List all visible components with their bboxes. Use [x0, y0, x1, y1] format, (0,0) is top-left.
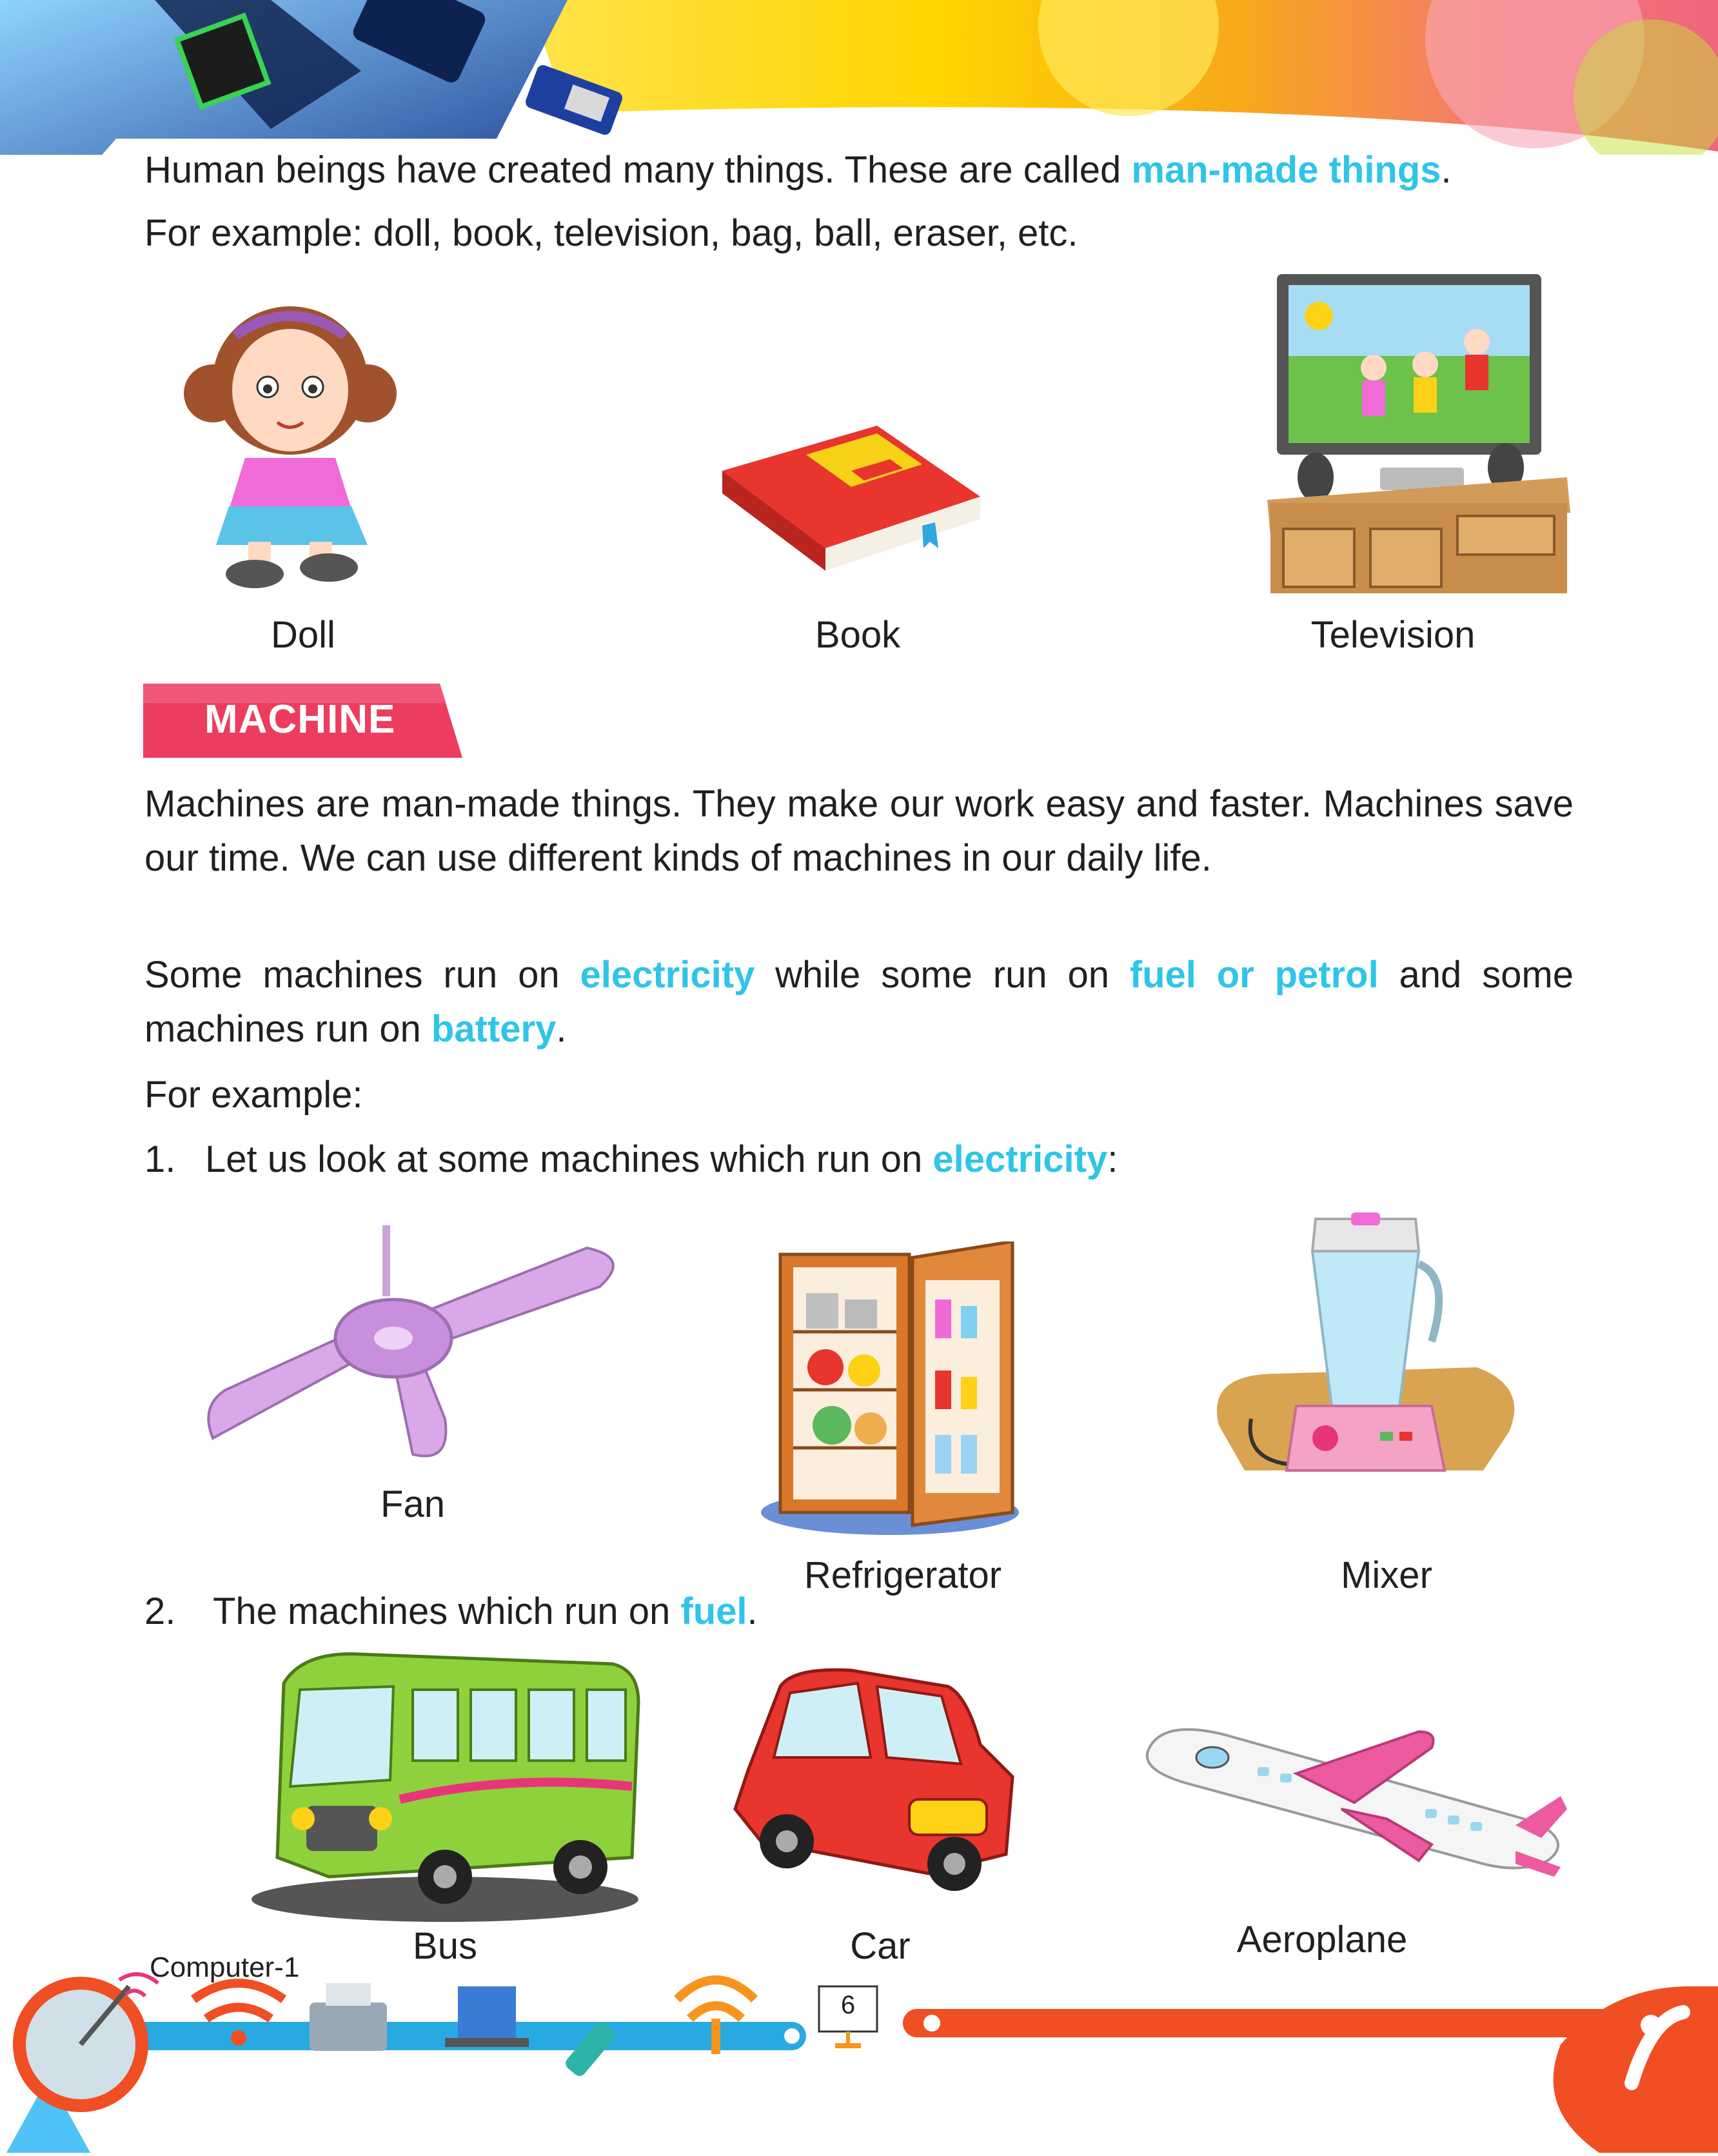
label-aeroplane: Aeroplane [1236, 1919, 1408, 1961]
label-television: Television [1310, 614, 1476, 656]
television-illustration [1264, 271, 1574, 600]
highlight-fuel: fuel [680, 1590, 747, 1632]
intro-line-2: For example: doll, book, television, bag, ball, eraser, etc. [144, 212, 1078, 254]
highlight-electricity: electricity [580, 954, 755, 996]
highlight-battery: battery [431, 1008, 557, 1050]
machine-paragraph-1: Machines are man-made things. They make our work easy and faster. Machines save our time. We can use different kinds of machines in our daily life. [144, 783, 1574, 879]
ceiling-fan-illustration [200, 1225, 626, 1464]
book-illustration [716, 419, 987, 577]
doll-illustration [184, 284, 397, 593]
intro-line-1: Human beings have created many things. These are called man-made things. [144, 149, 1452, 191]
label-book: Book [815, 614, 901, 656]
section-header-machine [143, 684, 462, 758]
label-car: Car [850, 1925, 911, 1967]
list2-number: 2. [144, 1590, 176, 1632]
machine-paragraph-3: For example: [144, 1074, 363, 1116]
label-doll: Doll [271, 614, 335, 656]
footer-book-title: Computer-1 [150, 1952, 300, 1983]
highlight-man-made-things: man-made things [1131, 149, 1441, 191]
aeroplane-illustration [1135, 1712, 1574, 1880]
list1-number: 1. [144, 1138, 176, 1180]
label-bus: Bus [413, 1925, 477, 1967]
highlight-electricity-list: electricity [933, 1138, 1108, 1180]
machine-paragraph-2: Some machines run on electricity while some run on fuel or petrol and some machines run on battery. [144, 954, 1574, 1050]
car-illustration [722, 1661, 1025, 1899]
header-banner [0, 0, 1718, 155]
list1-text: Let us look at some machines which run on electricity: [205, 1138, 1118, 1180]
highlight-fuel-or-petrol: fuel or petrol [1129, 954, 1379, 996]
mixer-illustration [1206, 1212, 1528, 1496]
page-number: 6 [840, 1991, 856, 2019]
list2-text: The machines which run on fuel. [213, 1590, 758, 1632]
label-mixer: Mixer [1341, 1554, 1432, 1596]
label-fan: Fan [380, 1483, 445, 1525]
section-title: MACHINE [204, 697, 396, 742]
label-refrigerator: Refrigerator [804, 1554, 1002, 1596]
refrigerator-illustration [761, 1241, 1032, 1535]
bus-illustration [252, 1645, 645, 1922]
